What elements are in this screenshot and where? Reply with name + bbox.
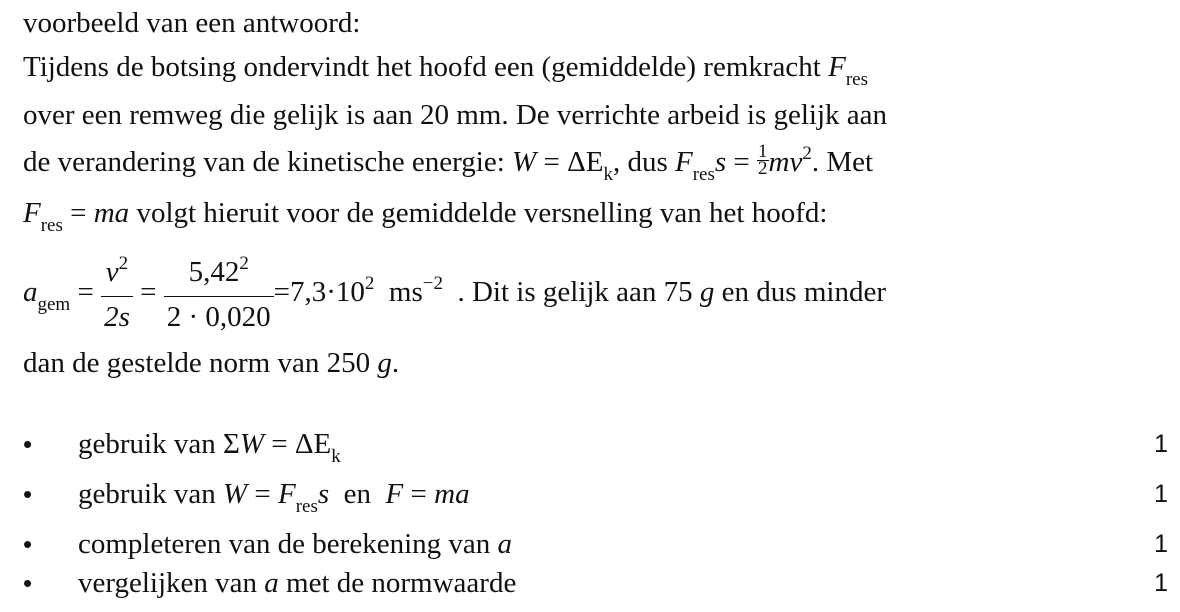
formula-F-ma: $F_{res}$ = ma xyxy=(23,197,130,236)
fraction-v2-over-2s: $\frac{v^2}{2s}$ xyxy=(101,252,133,337)
paragraph-line-5: $a_{gem}$ = $\frac{v^2}{2s}$ = $\frac{5,42^2}{2 \cdot 0,020}$ $=7,3\cdot 10^2$ $ms^{-2}$ . Dit is gelijk aan 75 g en dus minder xyxy=(23,252,886,337)
bullet-icon: • xyxy=(23,568,33,598)
formula-Fs-half-mv2: $F_{res}s$ = $\frac{1}{2}$ $mv^2$ xyxy=(675,140,812,185)
criterion-4: • vergelijken van a met de normwaarde 1 xyxy=(23,563,1180,603)
formula-work-energy: $W = \Delta E_k$ xyxy=(512,146,613,185)
score: 1 xyxy=(1154,569,1168,597)
criterion-1: • gebruik van $\Sigma W = \Delta E_k$ 1 xyxy=(23,424,1180,464)
answer-heading: voorbeeld van een antwoord: xyxy=(23,7,361,39)
criterion-2: • gebruik van $W = F_{res}s$ en F = ma 1 xyxy=(23,474,1180,514)
criterion-3: • completeren van de berekening van a 1 xyxy=(23,524,1180,564)
bullet-icon: • xyxy=(23,479,33,509)
score: 1 xyxy=(1154,430,1168,458)
paragraph-line-6: dan de gestelde norm van 250 g. xyxy=(23,347,400,379)
fraction-numeric: $\frac{5,42^2}{2 \cdot 0,020}$ xyxy=(164,252,274,337)
formula-a-gem: $a_{gem}$ = $\frac{v^2}{2s}$ = $\frac{5,42^2}{2 \cdot 0,020}$ $=7,3\cdot 10^2$ $ms^{-2}$ xyxy=(23,276,443,308)
formula-F-res: $F_{res}$ xyxy=(828,51,868,90)
paragraph-line-3: de verandering van de kinetische energie: $W = \Delta E_k$, dus $F_{res}s$ = $\frac{1}{2}$ $mv^2$. Met xyxy=(23,140,874,185)
paragraph-line-1: Tijdens de botsing ondervindt het hoofd een (gemiddelde) remkracht $F_{res}$ xyxy=(23,51,868,90)
paragraph-line-4: $F_{res}$ = ma volgt hieruit voor de gemiddelde versnelling van het hoofd: xyxy=(23,197,828,236)
bullet-icon: • xyxy=(23,429,33,459)
score: 1 xyxy=(1154,530,1168,558)
score: 1 xyxy=(1154,480,1168,508)
paragraph-line-2: over een remweg die gelijk is aan 20 mm. De verrichte arbeid is gelijk aan xyxy=(23,99,888,131)
bullet-icon: • xyxy=(23,529,33,559)
